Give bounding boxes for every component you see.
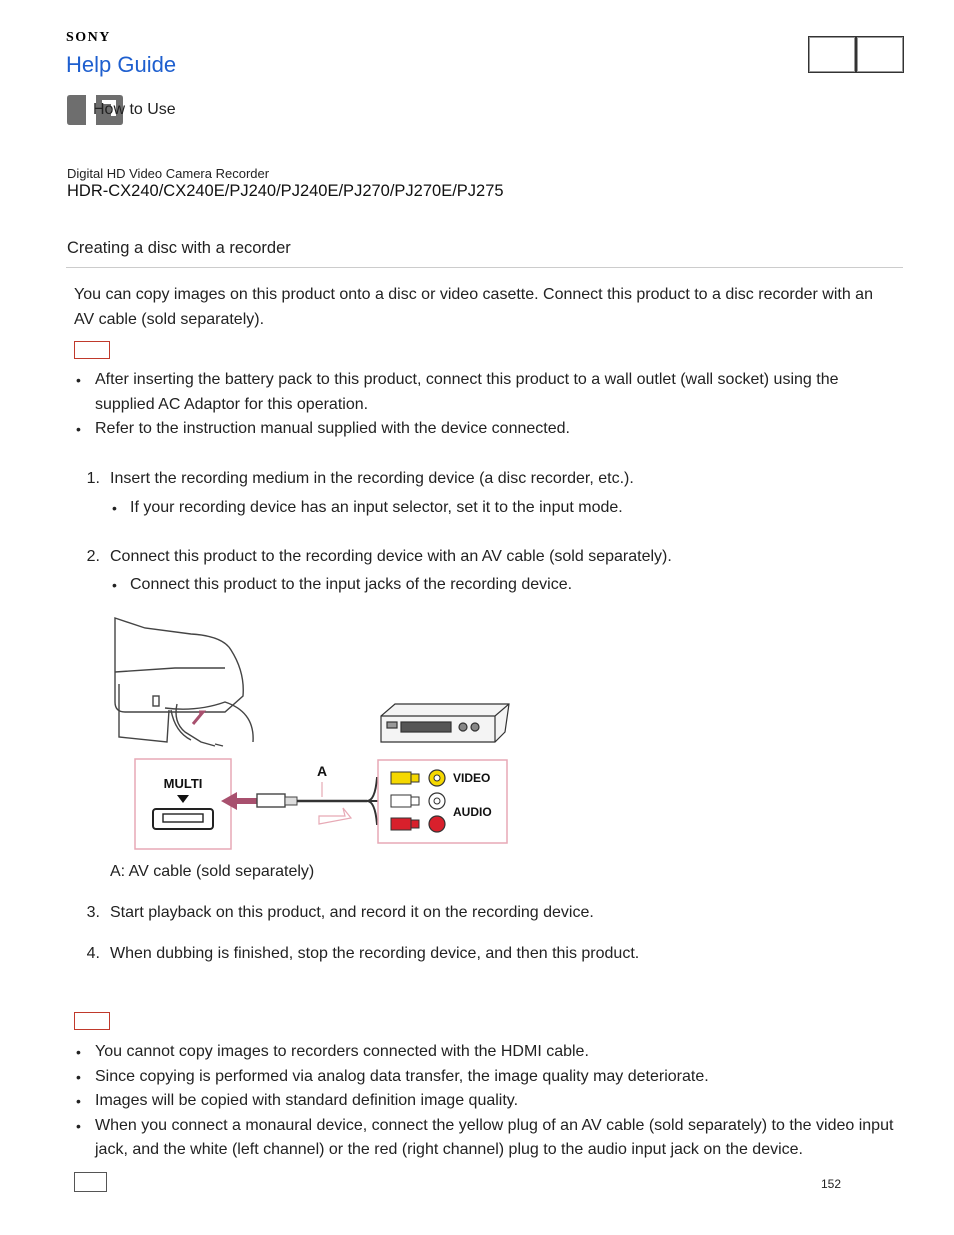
audio-label: AUDIO xyxy=(453,805,492,819)
cable-plug-icon xyxy=(257,794,285,807)
step-number: 3. xyxy=(86,904,100,921)
audio-right-jack-icon xyxy=(429,816,445,832)
step-text: Insert the recording medium in the recording device (a disc recorder, etc.). xyxy=(110,470,634,487)
note-badge xyxy=(74,341,110,359)
intro-paragraph: You can copy images on this product onto a disc or video casette. Connect this product to a disc recorder with an AV cable (sold separately). xyxy=(74,286,873,328)
step-sub-bullet: • Connect this product to the input jacks of the recording device. xyxy=(112,575,572,595)
step-number: 2. xyxy=(86,548,100,565)
list-item: • Images will be copied with standard definition image quality. xyxy=(76,1089,894,1114)
notes-bottom-list xyxy=(76,1040,894,1163)
model-list: HDR-CX240/CX240E/PJ240/PJ240E/PJ270/PJ270E/PJ275 xyxy=(67,182,504,200)
multi-label: MULTI xyxy=(163,776,203,791)
title-divider xyxy=(66,267,903,268)
list-item: • Refer to the instruction manual supplied with the device connected. xyxy=(76,417,894,442)
list-item: • You cannot copy images to recorders connected with the HDMI cable. xyxy=(76,1040,894,1065)
yellow-plug-icon xyxy=(391,772,419,784)
connection-diagram xyxy=(105,612,515,852)
step-text: When dubbing is finished, stop the recording device, and then this product. xyxy=(110,945,640,962)
footer-box xyxy=(74,1172,107,1192)
disc-recorder-illustration xyxy=(381,704,509,742)
list-item: • When you connect a monaural device, connect the yellow plug of an AV cable (sold separately) to the video input jack, and the white (left channel) or the red (right channel) plug to the audio input jack on the device. xyxy=(76,1114,894,1163)
help-guide-link[interactable]: Help Guide xyxy=(66,52,177,77)
brand-logo: SONY xyxy=(66,30,111,45)
red-plug-icon xyxy=(391,818,419,830)
camcorder-illustration xyxy=(115,618,253,746)
step-number: 4. xyxy=(86,945,100,962)
product-name: Digital HD Video Camera Recorder xyxy=(67,166,270,181)
section-link[interactable]: How to Use xyxy=(93,101,176,118)
step-text: Connect this product to the recording device with an AV cable (sold separately). xyxy=(110,548,672,565)
notes-top-list xyxy=(76,368,894,442)
multi-port-callout xyxy=(135,759,231,849)
step-text: Start playback on this product, and record it on the recording device. xyxy=(110,904,594,921)
next-page-button[interactable] xyxy=(856,36,904,73)
step-sub-bullet: • If your recording device has an input selector, set it to the input mode. xyxy=(112,498,623,518)
cable-label: A xyxy=(316,763,328,779)
list-item: • After inserting the battery pack to this product, connect this product to a wall outlet (wall socket) using the supplied AC Adaptor for this operation. xyxy=(76,368,894,417)
page-title: Creating a disc with a recorder xyxy=(67,239,291,257)
white-plug-icon xyxy=(391,795,419,807)
previous-page-button[interactable] xyxy=(808,36,856,73)
video-label: VIDEO xyxy=(453,771,491,785)
multi-port-icon xyxy=(153,809,213,829)
diagram-caption: A: AV cable (sold separately) xyxy=(110,863,315,880)
page-number: 152 xyxy=(821,1177,842,1191)
port-arrow-icon xyxy=(193,712,203,724)
direction-arrow-icon xyxy=(319,808,351,824)
note-badge xyxy=(74,1012,110,1030)
list-item: • Since copying is performed via analog data transfer, the image quality may deteriorate. xyxy=(76,1065,894,1090)
step-number: 1. xyxy=(86,470,100,487)
